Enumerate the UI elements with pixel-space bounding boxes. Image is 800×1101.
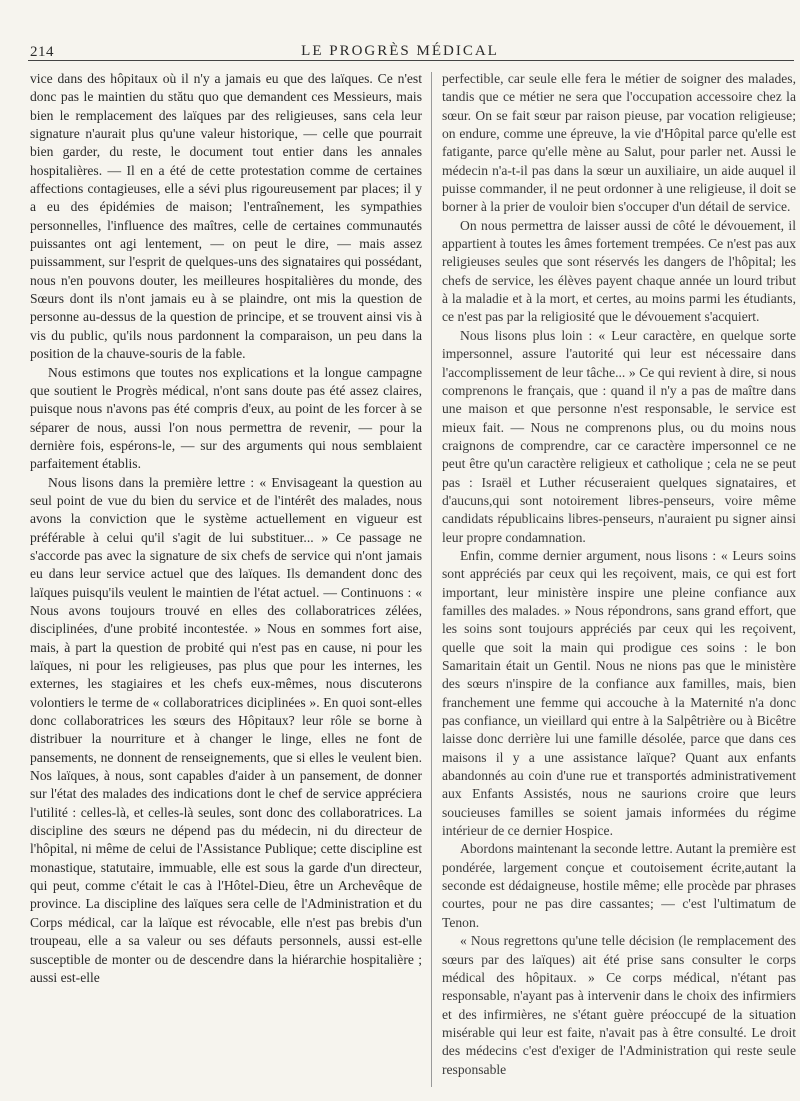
paragraph: Nous estimons que toutes nos explications et la longue campagne que soutient le Progrès médical, n'ont sans doute pas été assez claires, puisque nous n'avons pas été compris d'eux, au point de les forcer à se séparer de nous, aussi l'on nous permettra de revenir, — pour la dernière fois, espérons-le, — sur des arguments qui nous semblaient parfaitement établis. — [30, 364, 422, 472]
header-rule — [28, 60, 794, 61]
paragraph: Enfin, comme dernier argument, nous lisons : « Leurs soins sont appréciés par ceux qui les reçoivent, mais, ce qui est fort important, leur ministère inspire une pleine confiance aux familles des malades. » Nous répondrons, sans grand effort, que les soins sont toujours appréciés par ceux qui les reçoivent, quelle que soit la main qui prodigue ces soins : le bon Samaritain était un Gentil. Nous ne nions pas que le ministère des sœurs n'inspire de la confiance aux familles, mais, bien franchement une femme qui accouche à la Maternité n'a donc pas confiance, un vieillard qui entre à la Salpêtrière ou à Bicêtre laisse donc derrière lui une famille désolée, parce que dans ces maisons il y a une assistance laïque? Quant aux enfants abandonnés au coin d'une rue et transportés administrativement aux Enfants Assistés, nous ne saurions croire que leurs soucieuses familles se soient jamais informées du régime intérieur de ce dernier Hospice. — [442, 547, 796, 839]
left-column — [30, 70, 422, 1090]
column-divider — [431, 72, 432, 1087]
paragraph: vice dans des hôpitaux où il n'y a jamais eu que des laïques. Ce n'est donc pas le maintien du stătu quo que demandent ces Messieurs, mais bien le remplacement des laïques par des religieuses, sans cela leur signature n'aurait plus qu'une valeur historique, — celle que pourrait bien garder, du reste, le document tout entier dans les annales hospitalières. — Il en a été de cette protestation comme de certaines affections contagieuses, elle a sévi plus rigoureusement par places; il y a eu des épidémies de maison; l'entraînement, les sympathies personnelles, l'influence des maîtres, celle de certaines communautés puissantes ont agi lentement, — on peut le dire, — mais assez puissamment, sur l'esprit de quelques-uns des signataires qui possédant, nous n'en pouvons douter, les meilleures hospitalières du monde, des Sœurs dont ils n'ont jamais eu à se plaindre, ont mis la question de personne au-dessus de la question de principe, et se trouvent ainsi vis à vis du public, qu'ils nous pardonnent la comparaison, un peu dans la position de la chauve-souris de la fable. — [30, 71, 422, 362]
running-title: LE PROGRÈS MÉDICAL — [301, 43, 499, 59]
right-column — [442, 70, 796, 1090]
paragraph: Abordons maintenant la seconde lettre. Autant la première est pondérée, largement conçue et coutoisement écrite,autant la seconde est dédaigneuse, hostile même; elle procède par phrases courtes, pour ne pas dire cassantes; — c'est l'ultimatum de Tenon. — [442, 841, 796, 930]
paragraph: On nous permettra de laisser aussi de côté le dévouement, il appartient à toutes les âmes fortement trempées. Ce n'est pas aux religieuses seules que sont réservés les dangers de l'hôpital; les chefs de service, les élèves payent chaque année un lourd tribut à la maladie et à la mort, et certes, au moins parmi les étudiants, ce n'est pas par la religiosité que le dévouement s'acquiert. — [442, 217, 796, 325]
page-number: 214 — [30, 44, 54, 60]
paragraph: Nous lisons dans la première lettre : « Envisageant la question au seul point de vue du bien du service et de l'intérêt des malades, nous avons la conviction que le système actuellement en vigueur est préférable à celui qu'il s'agit de lui substituer... » Ce passage ne s'accorde pas avec la signature de six chefs de service qui n'ont jamais eu dans leur service actuel que des laïques. Ils demandent donc des laïques puisqu'ils veulent le maintien de l'état actuel. — Continuons : « Nous avons toujours trouvé en elles des collaboratrices zélées, disciplinées, d'une probité incontestée. » Nous en sommes fort aise, mais, à part la question de probité qui n'est pas en cause, ni pour les laïques, ni pour les religieuses, pas plus que pour les internes, les externes, les stagiaires et les chefs eux-mêmes, nous discuterons volontiers le terme de « collaboratrices diciplinées ». En quoi sont-elles donc collaboratrices les sœurs des Hôpitaux? leur rôle se borne à distribuer la nourriture et à changer le linge, elles ne font de pansements, ne donnent de renseignements, que si elles le veulent bien. Nos laïques, à nous, sont capables d'aider à un pansement, de donner sur l'état des malades des indications dont le chef de service appréciera l'utilité : celles-là, et celles-là seules, sont donc des collaboratrices. La discipline des sœurs ne dépend pas du médecin, ni du directeur de l'hôpital, ni même de celui de l'Assistance Publique; cette discipline est monastique, statutaire, immuable, elle est sous la garde d'un directeur, qui peut, comme c'était le cas à l'Hôtel-Dieu, être un Archevêque de province. La discipline des laïques sera celle de l'Administration et du Corps médical, car la laïque est révocable, elle n'est pas brebis d'un troupeau, elle a sa valeur ou ses défauts personnels, aussi est-elle susceptible de monter ou de descendre dans la hiérarchie hospitalière ; aussi est-elle — [30, 474, 422, 985]
paragraph: perfectible, car seule elle fera le métier de soigner des malades, tandis que ce métier ne sera que l'occupation accessoire chez la sœur. On se fait sœur par raison pieuse, par vocation religieuse; on endure, comme une épreuve, la vie d'Hôpital parce qu'elle est fatigante, parce qu'elle mène au Salut, pour parler net. Aussi le médecin n'a-t-il pas dans la sœur un auxiliaire, un aide auquel il puisse commander, il ne peut ordonner à une religieuse, il doit se borner à la prier de vouloir bien s'occuper d'un détail de service. — [442, 71, 796, 215]
page-header — [0, 0, 800, 62]
paragraph: Nous lisons plus loin : « Leur caractère, en quelque sorte impersonnel, assure l'autorité qui leur est nécessaire dans l'accomplissement de leur tâche... » Ce qui revient à dire, si nous comprenons le français, que : quand il n'y a pas de maître dans une maison et que personne n'est responsable, le service est mieux fait. — Nous ne comprenons plus, ou du moins nous craignons de comprendre, car ce caractère impersonnel ce ne peut être qu'un caractère religieux et catholique ; cela ne se peut pas : Israël et Luther récuseraient quelques signataires, et d'aucuns,qui sont notoirement libres-penseurs, voire même candidats républicains libres-penseurs, n'auraient pu signer ainsi leur propre condamnation. — [442, 327, 796, 545]
paragraph: « Nous regrettons qu'une telle décision (le remplacement des sœurs par des laïques) ait été prise sans consulter le corps médical des hôpitaux. » Ce corps médical, n'étant pas responsable, n'ayant pas à intervenir dans le choix des infirmiers et des infirmières, ne s'étant guère préoccupé de la situation misérable qui leur est faite, n'avait pas à être consulté. Le droit des médecins c'est d'exiger de l'Administration qui reste seule responsable — [442, 933, 796, 1077]
